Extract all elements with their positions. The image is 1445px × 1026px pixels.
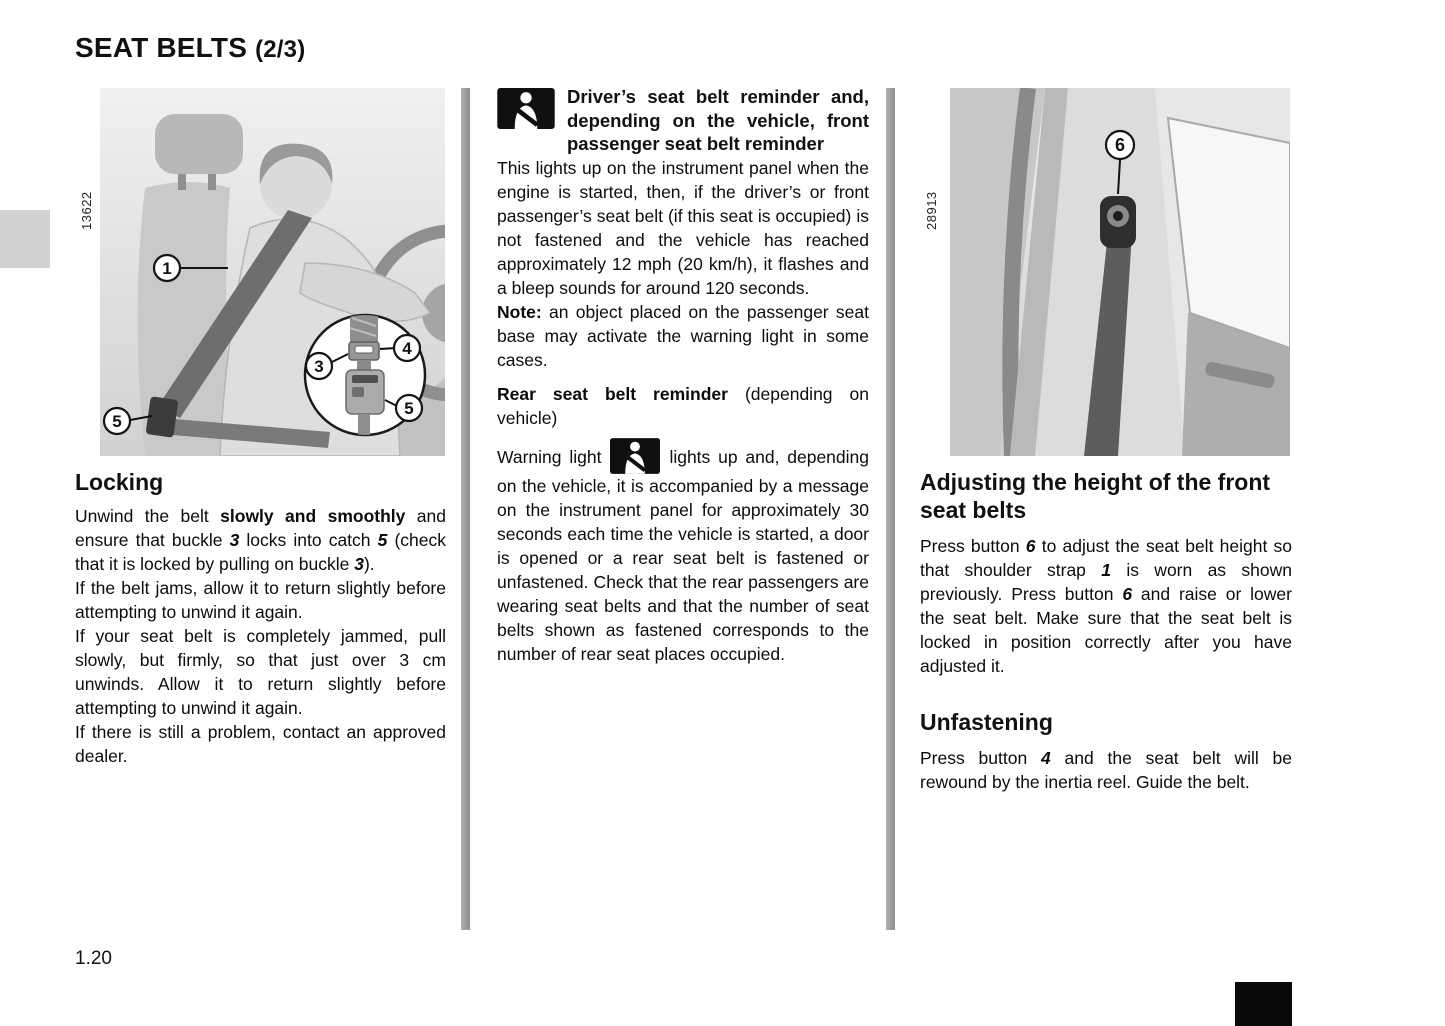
text-segment: ).: [363, 554, 375, 574]
column-divider-right: [886, 88, 895, 930]
driver-reminder-block: [497, 85, 869, 372]
column-divider-left: [461, 88, 470, 930]
driver-reminder-heading: Driver’s seat belt reminder and, depending on the vehicle, front passenger seat belt reminder: [567, 86, 869, 154]
unfastening-paragraph: [920, 746, 1292, 794]
height-adjuster-figure: [920, 88, 1292, 456]
note-text: an object placed on the passenger seat base may activate the warning light in some cases.: [497, 301, 869, 370]
callout-5-buckle: [396, 395, 422, 421]
ref-buckle-3: 3: [354, 554, 364, 574]
height-adjuster-photo: [950, 88, 1290, 456]
section-edge-tab: [0, 210, 50, 268]
callout-6: [1106, 131, 1134, 159]
unfastening-heading: Unfastening: [920, 709, 1053, 735]
svg-text:1: 1: [162, 259, 172, 278]
text-segment: Press button: [920, 536, 1026, 556]
adjusting-heading: Adjusting the height of the front seat belts: [920, 469, 1271, 523]
middle-column: [497, 85, 869, 666]
ref-button-4: 4: [1040, 748, 1051, 768]
rear-reminder-heading: [497, 382, 869, 430]
driver-reminder-note: [497, 300, 869, 372]
note-label: Note:: [497, 301, 542, 322]
seat-belt-warning-icon: [497, 88, 555, 129]
driver-reminder-paragraph: This lights up on the instrument panel when the engine is started, then, if the driver’s or front passenger’s seat belt (if this seat is occupied) is not fastened and the vehicle has reached approximately 12 mph (20 km/h), it flashes and a bleep sounds for around 120 seconds.: [497, 157, 869, 298]
adjusting-paragraph: [920, 534, 1292, 678]
seatbelt-locking-illustration: [100, 88, 445, 456]
text-segment: to adjust the seat belt height so that shoulder strap: [920, 536, 1292, 580]
seatbelt-locking-figure: [75, 88, 446, 456]
text-segment: locks into catch: [239, 530, 378, 550]
seat-belt-warning-icon: [610, 438, 660, 474]
rear-reminder-paragraph: [497, 438, 869, 666]
svg-text:4: 4: [402, 339, 412, 358]
ref-button-6: 6: [1025, 536, 1036, 556]
rear-reminder-block: [497, 382, 869, 666]
locking-paragraph-2: If the belt jams, allow it to return slightly before attempting to unwind it again.: [75, 578, 446, 622]
svg-text:6: 6: [1114, 135, 1126, 155]
left-column: [75, 88, 446, 768]
callout-1: [154, 255, 180, 281]
svg-text:5: 5: [112, 412, 122, 431]
text-segment: and ensure that buckle: [75, 506, 446, 550]
callout-4: [394, 335, 420, 361]
text-segment: is worn as shown previously. Press button: [920, 560, 1292, 604]
figure-id-left: 13622: [79, 191, 94, 230]
locking-paragraph-4: If there is still a problem, contact an approved dealer.: [75, 722, 446, 766]
right-column: [920, 88, 1292, 794]
text-segment: (check that it is locked by pulling on buckle: [75, 530, 446, 574]
text-segment: and raise or lower the seat belt. Make sure that the seat belt is locked in position correctly after you have adjusted it.: [920, 584, 1292, 676]
text-segment: Press button: [920, 748, 1041, 768]
text-segment: Unwind the belt: [75, 506, 221, 526]
callout-5-catch: [104, 408, 130, 434]
text-segment: lights up and, depending on the vehicle, it is accompanied by a message on the instrument panel for approximately 30 seconds each time the vehicle is started, a door is opened or a rear seat belt is fastened or unfastened. Check that the rear passengers are wearing seat belts and that the number of seat belts shown as fastened corresponds to the number of rear seat places occupied.: [497, 446, 869, 664]
svg-text:3: 3: [314, 357, 324, 376]
ref-strap-1: 1: [1101, 560, 1111, 580]
ref-buckle-3: 3: [229, 530, 240, 550]
page-title-suffix: (2/3): [255, 36, 306, 63]
ref-button-6: 6: [1122, 584, 1133, 604]
page-corner-marker: [1235, 982, 1292, 1026]
text-segment: and the seat belt will be rewound by the inertia reel. Guide the belt.: [920, 748, 1292, 792]
page-title-main: SEAT BELTS: [75, 32, 248, 63]
callout-3: [306, 353, 332, 379]
text-segment: Warning light: [497, 446, 602, 467]
locking-heading: Locking: [75, 469, 164, 495]
locking-paragraph-1: [75, 504, 446, 576]
ref-catch-5: 5: [377, 530, 388, 550]
figure-id-right: 28913: [924, 191, 939, 230]
rear-reminder-heading-bold: Rear seat belt reminder: [497, 383, 728, 404]
page-title: [75, 32, 305, 64]
text-segment-bold: slowly and smoothly: [220, 506, 406, 526]
locking-paragraph-3: If your seat belt is completely jammed, pull slowly, but firmly, so that just over 3 cm unwinds. Allow it to return slightly before attempting to unwind it again.: [75, 626, 446, 718]
rear-reminder-heading-rest: (depending on vehicle): [497, 383, 869, 428]
page-number: 1.20: [75, 948, 112, 969]
svg-text:5: 5: [404, 399, 414, 418]
